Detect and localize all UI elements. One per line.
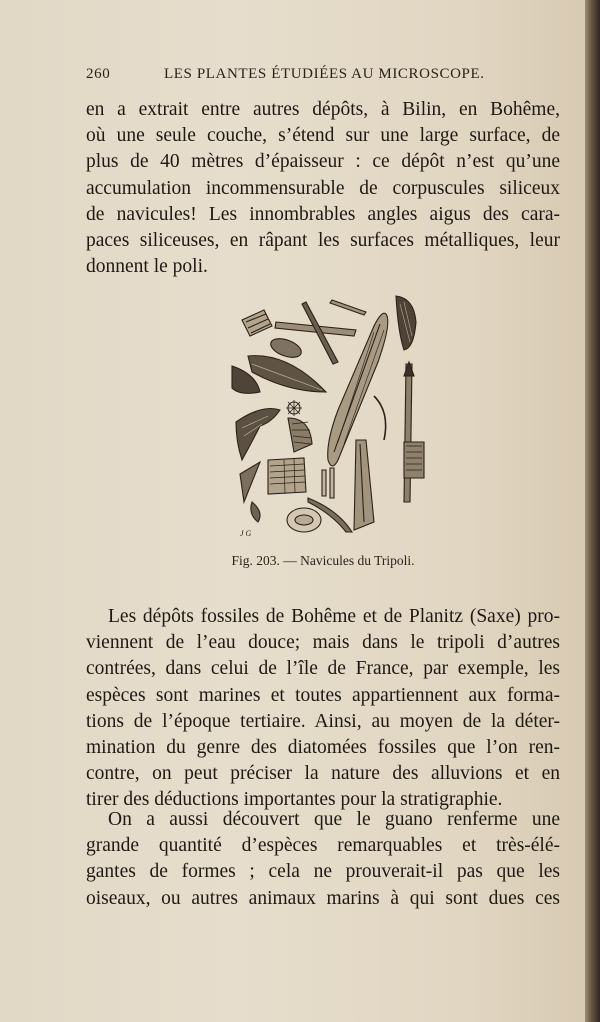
text-line: contre, on peut préciser la nature des alluvions et en <box>86 763 560 785</box>
text-line: espèces sont marines et toutes appartiennent aux forma- <box>86 684 560 706</box>
text-line: contrées, dans celui de l’île de France, par exemple, les <box>86 658 560 680</box>
text-line: oiseaux, ou autres animaux marins à qui sont dues ces <box>86 887 560 909</box>
text-line: mination du genre des diatomées fossiles que l’on ren- <box>86 736 560 758</box>
text-line: tions de l’époque tertiaire. Ainsi, au moyen de la déter- <box>86 710 560 732</box>
navicule-illustration <box>228 292 428 540</box>
text-line: tirer des déductions importantes pour la stratigraphie. <box>86 789 503 811</box>
page-number: 260 <box>86 66 111 82</box>
paragraph-2 <box>86 604 560 814</box>
text-line: de navicules! Les innombrables angles aigus des cara- <box>86 203 560 225</box>
text-line: viennent de l’eau douce; mais dans le tripoli d’autres <box>86 632 560 654</box>
text-line: grande quantité d’espèces remarquables et très-élé- <box>86 835 560 857</box>
paragraph-1 <box>86 97 560 280</box>
text-line: paces siliceuses, en râpant les surfaces métalliques, leur <box>86 229 560 251</box>
running-title: LES PLANTES ÉTUDIÉES AU MICROSCOPE. <box>164 66 485 82</box>
text-line: donnent le poli. <box>86 256 208 278</box>
text-line: plus de 40 mètres d’épaisseur : ce dépôt n’est qu’une <box>86 151 560 173</box>
figure-caption: Fig. 203. — Navicules du Tripoli. <box>231 553 415 568</box>
text-line: On a aussi découvert que le guano renferme une <box>108 809 560 830</box>
engraver-signature: J G <box>240 529 252 538</box>
text-line: gantes de formes ; cela ne prouverait-il pas que les <box>86 861 560 883</box>
text-line: où une seule couche, s’étend sur une large surface, de <box>86 125 560 147</box>
text-line: en a extrait entre autres dépôts, à Bilin, en Bohême, <box>86 99 560 120</box>
running-header <box>86 66 560 86</box>
text-line: Les dépôts fossiles de Bohême et de Planitz (Saxe) pro- <box>108 606 560 627</box>
text-line: accumulation incommensurable de corpuscules siliceux <box>86 177 560 199</box>
page-edge-shadow <box>585 0 600 1022</box>
paragraph-3 <box>86 807 560 912</box>
